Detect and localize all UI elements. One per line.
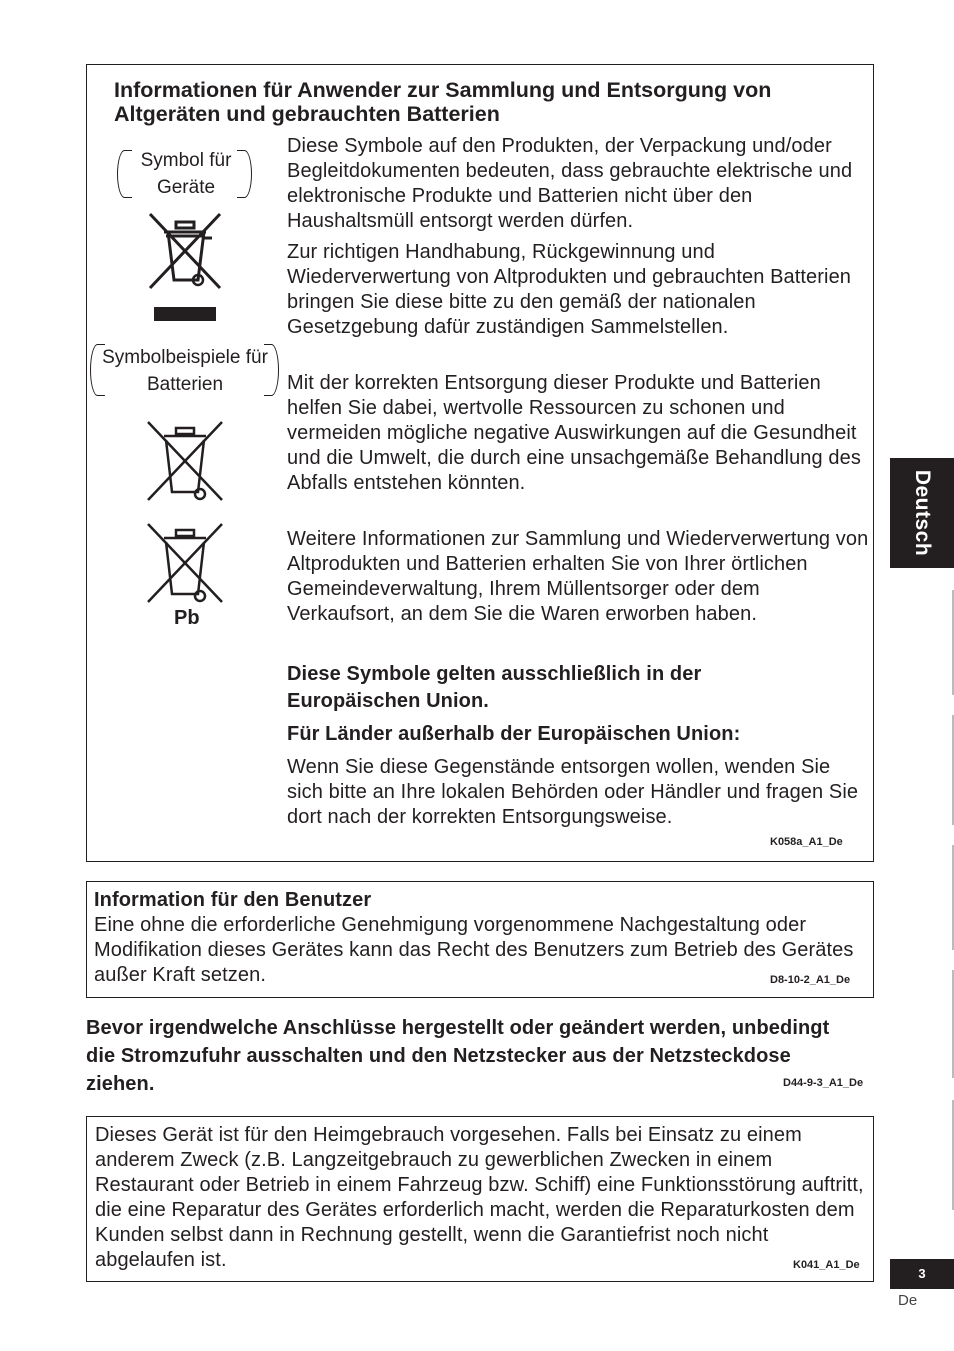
weee-title: Informationen für Anwender zur Sammlung und Entsorgung von Altgeräten und gebrauchten Batterien: [114, 78, 772, 126]
power-warning: Bevor irgendwelche Anschlüsse hergestellt oder geändert werden, unbedingt die Stromzufuhr ausschalten und den Netzstecker aus der Netzsteckdose ziehen.: [86, 1017, 830, 1095]
home-use-code: K041_A1_De: [793, 1259, 860, 1271]
non-eu-heading: Für Länder außerhalb der Europäischen Union:: [287, 723, 741, 745]
power-warning-code: D44-9-3_A1_De: [783, 1077, 864, 1089]
weee-paragraph-3: Mit der korrekten Entsorgung dieser Produkte und Batterien helfen Sie dabei, wertvolle Ressourcen zu schonen und vermeiden mögliche negative Auswirkungen auf die Gesundheit und die Umwelt, die durch eine unsachgemäße Behandlung des Abfalls entstehen könnten.: [287, 372, 861, 494]
user-info-text: Eine ohne die erforderliche Genehmigung vorgenommene Nachgestaltung oder Modifikation dieses Gerätes kann das Recht des Benutzers zum Betrieb des Gerätes außer Kraft setzen.: [94, 914, 854, 986]
user-info-code: D8-10-2_A1_De: [770, 974, 851, 986]
weee-black-bar: [154, 307, 216, 321]
eu-only-notice: Diese Symbole gelten ausschließlich in der Europäischen Union.: [287, 663, 702, 712]
language-tab-label: Deutsch: [911, 469, 934, 557]
weee-final-paragraph: Wenn Sie diese Gegenstände entsorgen wollen, wenden Sie sich bitte an Ihre lokalen Behörden oder Händler und fragen Sie dort nach der korrekten Entsorgungsweise.: [287, 756, 859, 828]
battery-bin-icon: [144, 418, 228, 504]
weee-paragraph-4: Weitere Informationen zur Sammlung und Wiederverwertung von Altprodukten und Batterien erhalten Sie von Ihrer örtlichen Gemeindeverwaltung, Ihrem Müllentsorger oder dem Verkaufsort, an dem Sie die Waren erworben haben.: [287, 528, 869, 625]
label-devices: Symbol für Geräte: [140, 150, 232, 198]
home-use-text: Dieses Gerät ist für den Heimgebrauch vorgesehen. Falls bei Einsatz zu einem anderem Zweck (z.B. Langzeitgebrauch zu gewerblichen Zwecken in einem Restaurant oder Betrieb in einem Fahrzeug bzw. Schiff) eine Funktionsstörung auftritt, die eine Reparatur des Gerätes erforderlich macht, werden die Reparaturkosten dem Kunden selbst dann in Rechnung gestellt, wenn die Garantiefrist noch nicht abgelaufen ist.: [95, 1124, 864, 1271]
battery-pb-bin-icon: [144, 520, 228, 606]
page-language: De: [898, 1292, 918, 1309]
weee-paragraph-2: Zur richtigen Handhabung, Rückgewinnung und Wiederverwertung von Altprodukten und gebrauchten Batterien bringen Sie diese bitte zu den gemäß der nationalen Gesetzgebung dafür zuständigen Sammelstellen.: [287, 241, 852, 338]
weee-bin-icon: [146, 208, 226, 294]
pb-label: Pb: [174, 607, 200, 629]
label-batteries: Symbolbeispiele für Batterien: [102, 347, 268, 395]
weee-code: K058a_A1_De: [770, 836, 843, 848]
weee-paragraph-1: Diese Symbole auf den Produkten, der Verpackung und/oder Begleitdokumenten bedeuten, dass gebrauchte elektrische und elektronische Produkte und Batterien nicht über den Haushaltsmüll entsorgt werden dürfen.: [287, 135, 853, 232]
page-number: 3: [890, 1259, 954, 1289]
language-tab: [890, 458, 954, 568]
user-info-title: Information für den Benutzer: [94, 889, 372, 911]
